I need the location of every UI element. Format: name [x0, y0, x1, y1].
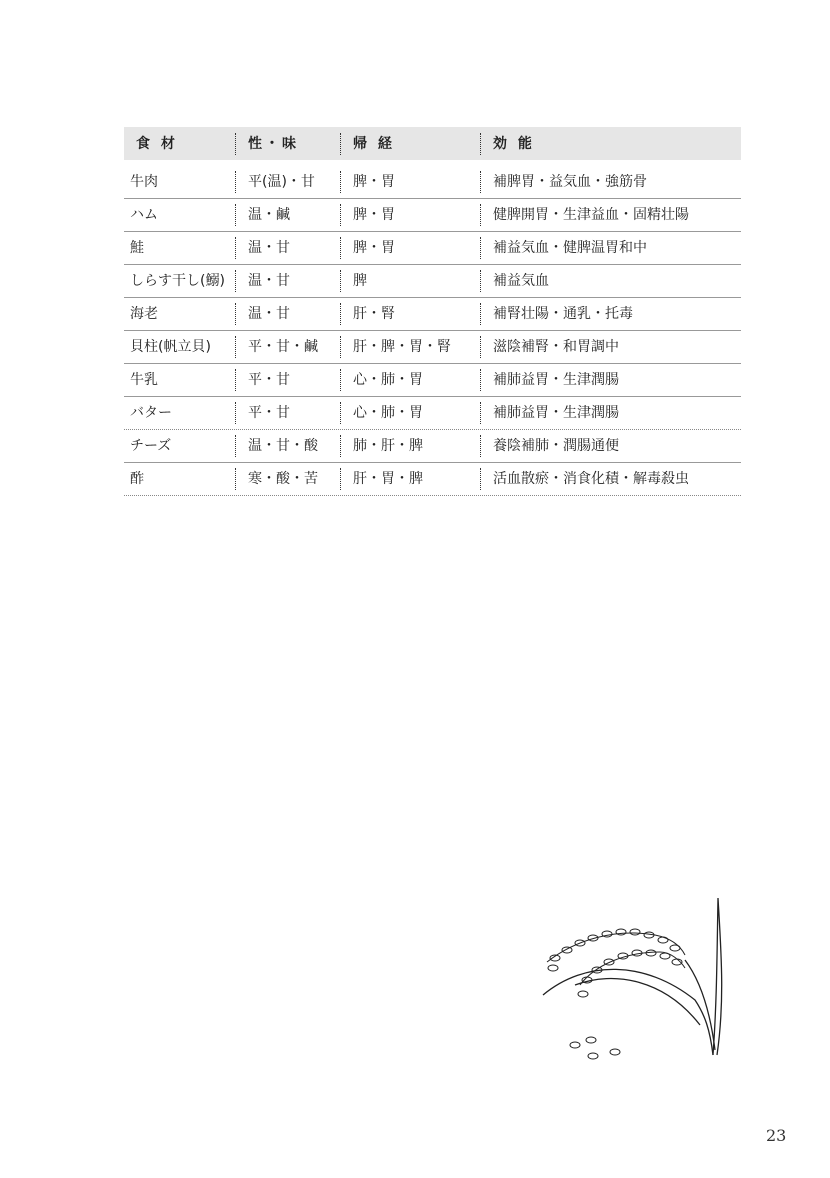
table-row	[124, 331, 741, 364]
cell-meridian: 肝・胃・脾	[340, 468, 480, 490]
cell-nature-taste: 温・鹹	[235, 204, 340, 226]
table-row	[124, 232, 741, 265]
cell-effect: 補益気血	[480, 270, 741, 292]
table-row	[124, 265, 741, 298]
cell-nature-taste: 温・甘・酸	[235, 435, 340, 457]
cell-effect: 補腎壮陽・通乳・托毒	[480, 303, 741, 325]
cell-meridian: 心・肺・胃	[340, 369, 480, 391]
cell-food: チーズ	[130, 438, 172, 454]
cell-meridian: 肝・腎	[340, 303, 480, 325]
cell-meridian: 脾	[340, 270, 480, 292]
table-row	[124, 364, 741, 397]
header-nature-taste: 性・味	[235, 133, 340, 155]
table-row	[124, 166, 741, 199]
cell-food: 牛乳	[130, 372, 158, 388]
cell-food: 貝柱(帆立貝)	[130, 339, 211, 355]
food-properties-table	[124, 127, 741, 496]
cell-effect: 補益気血・健脾温胃和中	[480, 237, 741, 259]
cell-food: しらす干し(鰯)	[130, 273, 225, 289]
cell-meridian: 脾・胃	[340, 204, 480, 226]
table-row	[124, 199, 741, 232]
cell-food: 牛肉	[130, 174, 158, 190]
cell-meridian: 脾・胃	[340, 171, 480, 193]
cell-food: 酢	[130, 471, 144, 487]
header-food: 食 材	[136, 135, 178, 152]
cell-effect: 健脾開胃・生津益血・固精壮陽	[480, 204, 741, 226]
cell-meridian: 脾・胃	[340, 237, 480, 259]
cell-nature-taste: 寒・酸・苦	[235, 468, 340, 490]
cell-effect: 活血散瘀・消食化積・解毒殺虫	[480, 468, 741, 490]
cell-nature-taste: 平・甘・鹹	[235, 336, 340, 358]
header-meridian: 帰 経	[340, 133, 480, 155]
cell-food: 鮭	[130, 240, 144, 256]
cell-effect: 滋陰補腎・和胃調中	[480, 336, 741, 358]
page-number: 23	[766, 1126, 787, 1145]
cell-meridian: 肝・脾・胃・腎	[340, 336, 480, 358]
cell-nature-taste: 平・甘	[235, 369, 340, 391]
cell-meridian: 肺・肝・脾	[340, 435, 480, 457]
cell-effect: 補肺益胃・生津潤腸	[480, 402, 741, 424]
cell-effect: 補脾胃・益気血・強筋骨	[480, 171, 741, 193]
table-row	[124, 397, 741, 430]
table-row	[124, 430, 741, 463]
cell-nature-taste: 温・甘	[235, 270, 340, 292]
cell-food: 海老	[130, 306, 158, 322]
cell-nature-taste: 平・甘	[235, 402, 340, 424]
cell-nature-taste: 温・甘	[235, 303, 340, 325]
cell-meridian: 心・肺・胃	[340, 402, 480, 424]
rice-plant-illustration	[535, 890, 735, 1070]
cell-effect: 養陰補肺・潤腸通便	[480, 435, 741, 457]
cell-nature-taste: 平(温)・甘	[235, 171, 340, 193]
cell-food: バター	[130, 405, 172, 421]
cell-effect: 補肺益胃・生津潤腸	[480, 369, 741, 391]
table-header	[124, 127, 741, 160]
cell-food: ハム	[130, 207, 158, 223]
cell-nature-taste: 温・甘	[235, 237, 340, 259]
table-row	[124, 463, 741, 496]
table-row	[124, 298, 741, 331]
header-effect: 効 能	[480, 133, 741, 155]
